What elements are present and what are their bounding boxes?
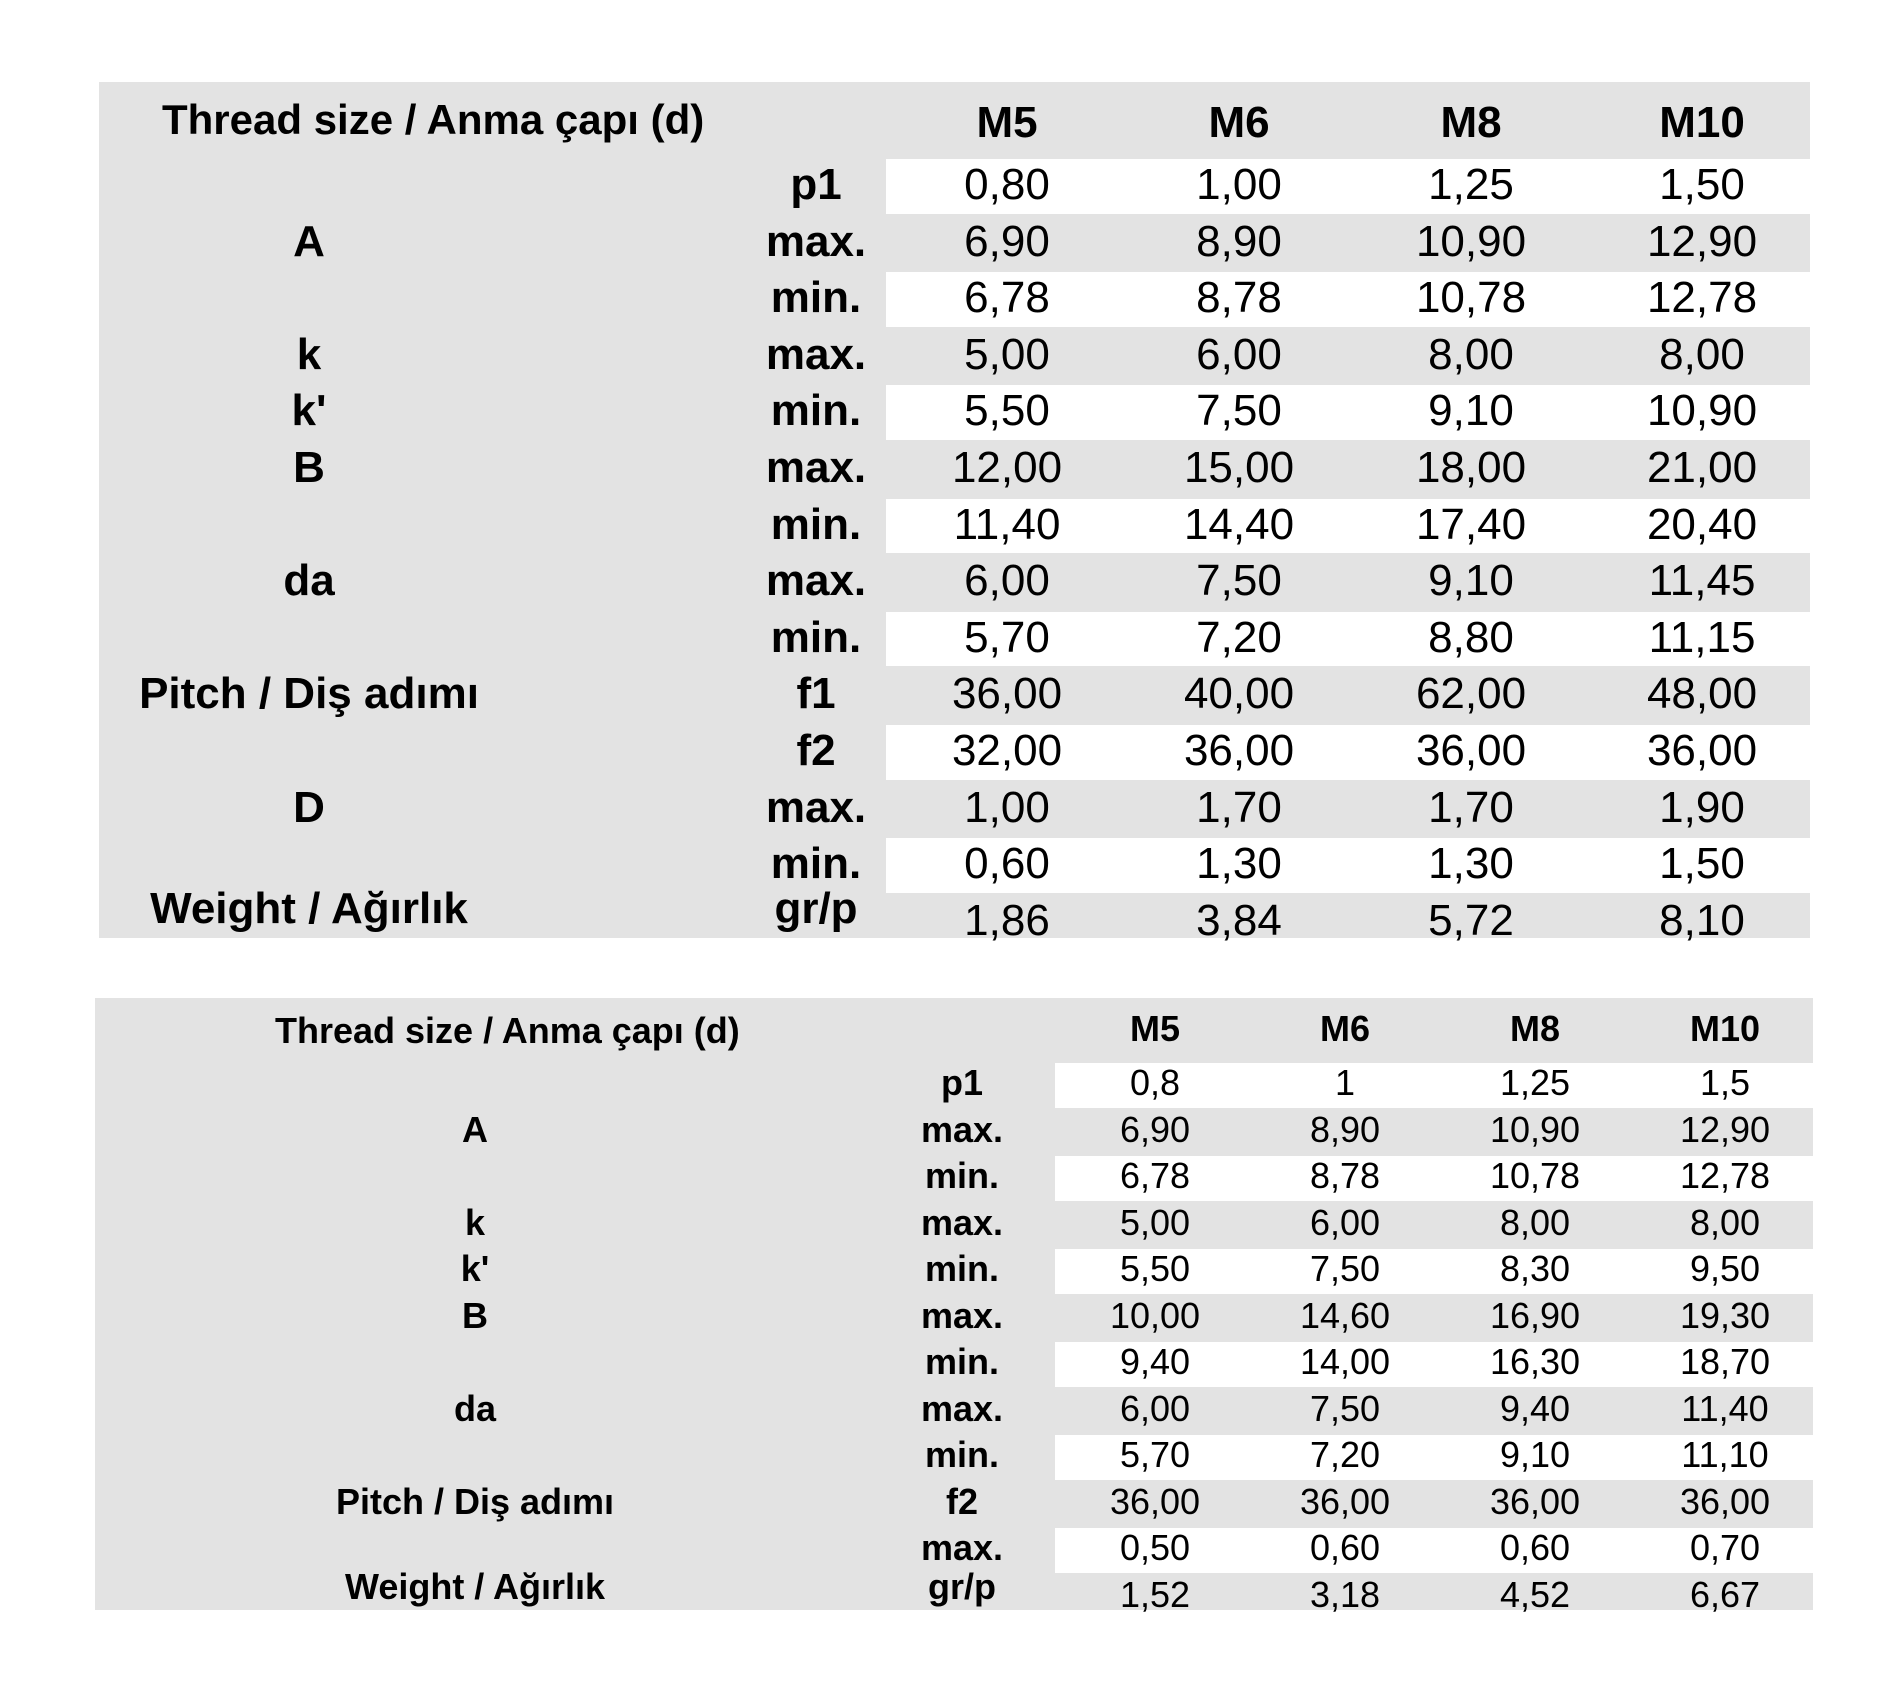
size-header: M10 <box>1689 1008 1761 1049</box>
value-cell: 9,10 <box>1428 556 1514 606</box>
value-cell: 1,30 <box>1428 839 1514 889</box>
value-cell: 15,00 <box>1183 443 1295 492</box>
value-cell: 11,40 <box>953 499 1061 549</box>
row-label: da <box>453 1387 496 1429</box>
value-cell: 8,00 <box>1689 1201 1761 1243</box>
row-label: Weight / Ağırlık <box>344 1565 605 1607</box>
row-label: Weight / Ağırlık <box>150 883 468 933</box>
value-cell: 8,80 <box>1428 612 1514 662</box>
value-cell: 9,50 <box>1689 1248 1761 1289</box>
value-cell: 21,00 <box>1646 443 1758 492</box>
value-cell: 5,50 <box>1119 1248 1191 1289</box>
value-cell: 62,00 <box>1415 669 1527 719</box>
value-cell: 40,00 <box>1183 669 1295 719</box>
value-cell: 7,50 <box>1196 386 1282 436</box>
value-cell: 36,00 <box>1679 1480 1771 1522</box>
value-cell: 1,50 <box>1659 160 1745 209</box>
value-cell: 8,30 <box>1499 1248 1571 1289</box>
value-cell: 8,10 <box>1659 895 1745 945</box>
value-cell: 10,78 <box>1489 1155 1581 1196</box>
row-unit: f2 <box>796 726 836 775</box>
value-cell: 12,00 <box>951 443 1063 492</box>
value-cell: 14,40 <box>1183 499 1295 549</box>
row-unit: min. <box>770 499 862 549</box>
spec-table-1 <box>99 82 1810 945</box>
value-cell: 0,8 <box>1129 1062 1181 1103</box>
value-cell: 7,20 <box>1309 1434 1381 1475</box>
value-cell: 12,78 <box>1646 273 1758 323</box>
row-label: B <box>462 1294 488 1336</box>
row-unit: gr/p <box>928 1565 996 1607</box>
value-cell: 0,60 <box>1309 1527 1381 1568</box>
row-unit: max. <box>920 1387 1004 1429</box>
value-cell: 8,78 <box>1309 1155 1381 1196</box>
value-cell: 1,70 <box>1428 782 1514 832</box>
value-cell: 1 <box>1334 1062 1356 1103</box>
row-unit: min. <box>770 273 862 323</box>
value-cell: 10,90 <box>1489 1108 1581 1150</box>
value-cell: 0,60 <box>964 839 1050 889</box>
size-header: M5 <box>976 98 1038 147</box>
value-cell: 12,90 <box>1679 1108 1771 1150</box>
value-cell: 6,00 <box>1119 1387 1191 1429</box>
value-cell: 36,00 <box>1415 726 1527 775</box>
row-unit: min. <box>924 1434 999 1475</box>
row-label: k' <box>460 1248 490 1289</box>
row-unit: max. <box>765 443 867 492</box>
value-cell: 18,70 <box>1679 1341 1771 1382</box>
value-cell: 6,78 <box>1119 1155 1191 1196</box>
value-cell: 7,20 <box>1196 612 1282 662</box>
value-cell: 4,52 <box>1499 1573 1571 1615</box>
value-cell: 9,10 <box>1499 1434 1571 1475</box>
value-cell: 32,00 <box>951 726 1063 775</box>
value-cell: 11,15 <box>1648 612 1756 662</box>
value-cell: 36,00 <box>1183 726 1295 775</box>
value-cell: 0,50 <box>1119 1527 1191 1568</box>
value-cell: 17,40 <box>1415 499 1527 549</box>
value-cell: 9,10 <box>1428 386 1514 436</box>
row-unit: min. <box>924 1248 999 1289</box>
row-unit: min. <box>770 386 862 436</box>
value-cell: 0,70 <box>1689 1527 1761 1568</box>
value-cell: 10,00 <box>1109 1294 1201 1336</box>
value-cell: 1,86 <box>964 895 1050 945</box>
row-label: D <box>293 782 325 832</box>
row-label: B <box>293 443 325 492</box>
row-unit: max. <box>765 329 867 379</box>
value-cell: 1,25 <box>1499 1062 1571 1103</box>
value-cell: 1,90 <box>1659 782 1745 832</box>
row-label: Pitch / Diş adımı <box>335 1480 615 1522</box>
value-cell: 5,72 <box>1428 895 1514 945</box>
value-cell: 7,50 <box>1309 1248 1381 1289</box>
row-unit: max. <box>765 782 867 832</box>
value-cell: 14,00 <box>1299 1341 1391 1382</box>
value-cell: 8,90 <box>1309 1108 1381 1150</box>
value-cell: 12,78 <box>1679 1155 1771 1196</box>
spec-table-2 <box>95 998 1813 1615</box>
value-cell: 10,78 <box>1415 273 1527 323</box>
row-unit: max. <box>920 1108 1004 1150</box>
size-header: M6 <box>1208 98 1270 147</box>
value-cell: 5,70 <box>964 612 1050 662</box>
row-label: k <box>464 1201 486 1243</box>
value-cell: 8,00 <box>1428 329 1514 379</box>
value-cell: 20,40 <box>1646 499 1758 549</box>
value-cell: 14,60 <box>1299 1294 1391 1336</box>
value-cell: 5,00 <box>1119 1201 1191 1243</box>
value-cell: 11,10 <box>1681 1434 1769 1475</box>
header-label: Thread size / Anma çapı (d) <box>275 1010 740 1051</box>
row-unit: min. <box>924 1341 999 1382</box>
value-cell: 6,78 <box>964 273 1050 323</box>
value-cell: 1,00 <box>1196 160 1282 209</box>
value-cell: 8,00 <box>1499 1201 1571 1243</box>
value-cell: 0,80 <box>964 160 1050 209</box>
value-cell: 10,90 <box>1646 386 1758 436</box>
row-unit: f2 <box>945 1480 978 1522</box>
row-unit: p1 <box>940 1062 983 1103</box>
size-header: M8 <box>1509 1008 1560 1049</box>
value-cell: 6,00 <box>1309 1201 1381 1243</box>
row-label: A <box>462 1108 488 1150</box>
size-header: M8 <box>1440 98 1502 147</box>
value-cell: 12,90 <box>1646 216 1758 266</box>
header-label: Thread size / Anma çapı (d) <box>162 96 705 143</box>
value-cell: 8,78 <box>1196 273 1282 323</box>
value-cell: 7,50 <box>1309 1387 1381 1429</box>
value-cell: 16,30 <box>1489 1341 1581 1382</box>
value-cell: 10,90 <box>1415 216 1527 266</box>
value-cell: 9,40 <box>1119 1341 1191 1382</box>
value-cell: 1,52 <box>1119 1573 1191 1615</box>
value-cell: 1,50 <box>1659 839 1745 889</box>
value-cell: 36,00 <box>1646 726 1758 775</box>
value-cell: 3,18 <box>1309 1573 1381 1615</box>
row-label: A <box>293 216 325 266</box>
row-label: k <box>296 329 322 379</box>
row-unit: min. <box>924 1155 999 1196</box>
value-cell: 6,00 <box>1196 329 1282 379</box>
row-unit: min. <box>770 612 862 662</box>
value-cell: 11,45 <box>1648 556 1756 606</box>
value-cell: 7,50 <box>1196 556 1282 606</box>
value-cell: 19,30 <box>1679 1294 1771 1336</box>
value-cell: 16,90 <box>1489 1294 1581 1336</box>
value-cell: 6,90 <box>1119 1108 1191 1150</box>
row-unit: min. <box>770 839 862 889</box>
row-unit: max. <box>920 1527 1004 1568</box>
value-cell: 9,40 <box>1499 1387 1571 1429</box>
row-unit: max. <box>920 1294 1004 1336</box>
row-label: Pitch / Diş adımı <box>139 669 479 719</box>
value-cell: 6,00 <box>964 556 1050 606</box>
row-unit: f1 <box>796 669 836 719</box>
size-header: M10 <box>1659 98 1745 147</box>
row-unit: gr/p <box>774 883 858 933</box>
value-cell: 1,00 <box>964 782 1050 832</box>
value-cell: 3,84 <box>1196 895 1282 945</box>
value-cell: 48,00 <box>1646 669 1758 719</box>
value-cell: 0,60 <box>1499 1527 1571 1568</box>
value-cell: 8,00 <box>1659 329 1745 379</box>
size-header: M6 <box>1319 1008 1370 1049</box>
row-label: k' <box>291 386 327 436</box>
row-unit: max. <box>920 1201 1004 1243</box>
value-cell: 1,70 <box>1196 782 1282 832</box>
size-header: M5 <box>1129 1008 1180 1049</box>
value-cell: 1,30 <box>1196 839 1282 889</box>
value-cell: 1,25 <box>1428 160 1514 209</box>
value-cell: 36,00 <box>1109 1480 1201 1522</box>
value-cell: 36,00 <box>1299 1480 1391 1522</box>
value-cell: 18,00 <box>1415 443 1527 492</box>
value-cell: 6,67 <box>1689 1573 1761 1615</box>
value-cell: 5,00 <box>964 329 1050 379</box>
row-unit: max. <box>765 556 867 606</box>
value-cell: 5,50 <box>964 386 1050 436</box>
value-cell: 36,00 <box>951 669 1063 719</box>
row-unit: p1 <box>790 160 842 209</box>
value-cell: 1,5 <box>1699 1062 1751 1103</box>
row-unit: max. <box>765 216 867 266</box>
value-cell: 36,00 <box>1489 1480 1581 1522</box>
row-label: da <box>283 556 335 606</box>
value-cell: 6,90 <box>964 216 1050 266</box>
value-cell: 5,70 <box>1119 1434 1191 1475</box>
value-cell: 8,90 <box>1196 216 1282 266</box>
value-cell: 11,40 <box>1681 1387 1769 1429</box>
